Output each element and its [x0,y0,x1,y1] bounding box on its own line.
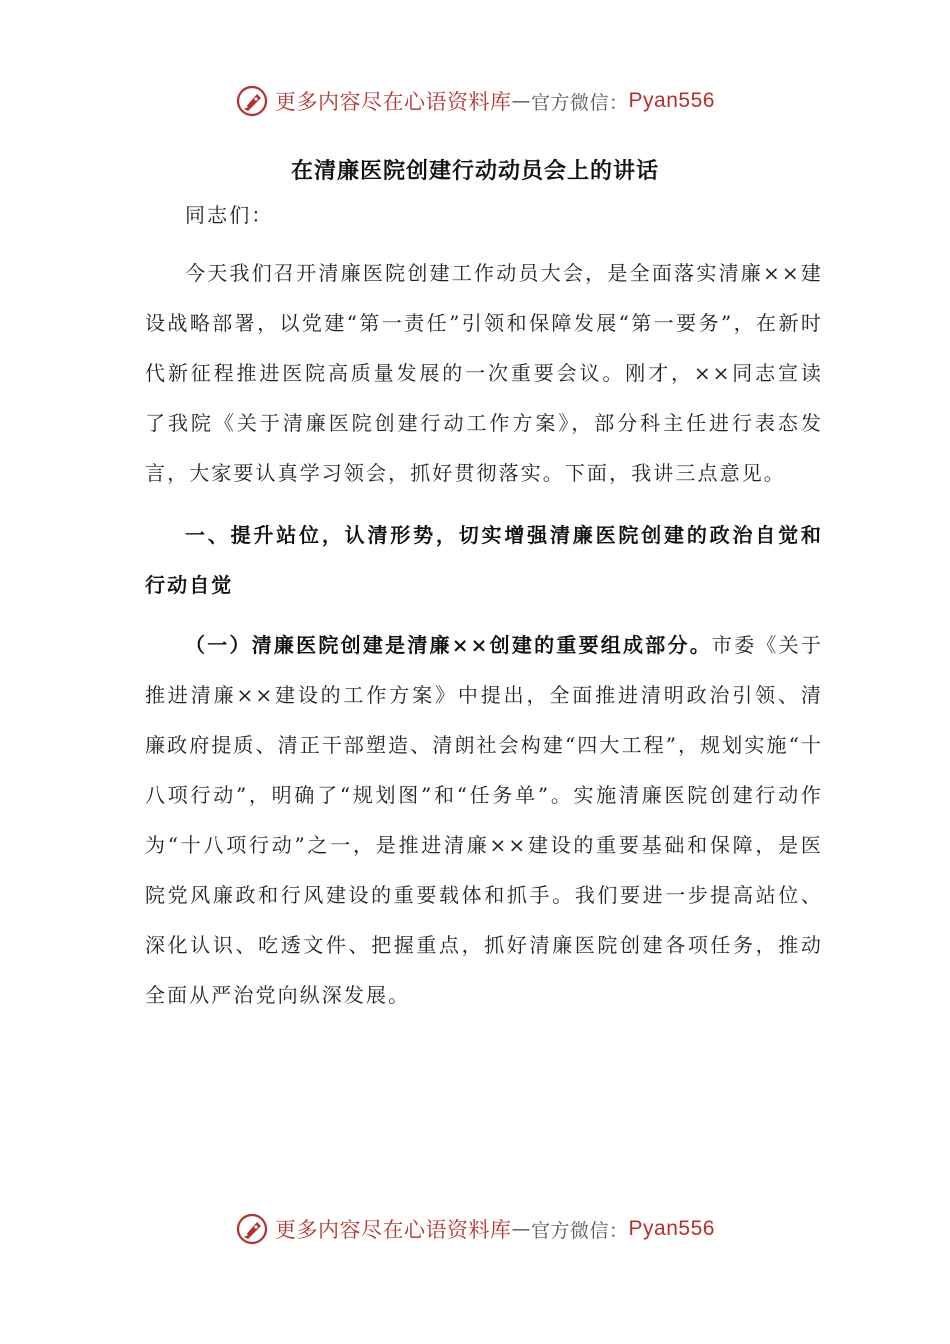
paragraph-section-1-1 [145,620,823,1020]
watermark-wechat-id: Pyan556 [628,1217,715,1240]
watermark-brand-text: 更多内容尽在心语资料库 [275,90,512,114]
watermark-footer [0,1212,950,1246]
paragraph-intro: 今天我们召开清廉医院创建工作动员大会，是全面落实清廉××建设战略部署，以党建“第一责任”引领和保障发展“第一要务”，在新时代新征程推进医院高质量发展的一次重要会议。刚才，××同志宣读了我院《关于清廉医院创建行动工作方案》，部分科主任进行表态发言，大家要认真学习领会，抓好贯彻落实。下面，我讲三点意见。 [145,261,823,485]
paragraph-lead: （一）清廉医院创建是清廉××创建的重要组成部分。 [185,633,712,657]
paragraph-body: 市委《关于推进清廉××建设的工作方案》中提出，全面推进清明政治引领、清廉政府提质、清正干部塑造、清朗社会构建“四大工程”，规划实施“十八项行动”，明确了“规划图”和“任务单”。实施清廉医院创建行动作为“十八项行动”之一，是推进清廉××建设的重要基础和保障，是医院党风廉政和行风建设的重要载体和抓手。我们要进一步提高站位、深化认识、吃透文件、把握重点，抓好清廉医院创建各项任务，推动全面从严治党向纵深发展。 [145,633,823,1007]
watermark-wechat-label: 官方微信： [531,1219,629,1242]
watermark-wechat-label: 官方微信： [531,91,629,114]
pen-nib-icon [235,1212,269,1246]
watermark-header [0,84,950,118]
watermark-wechat-id: Pyan556 [628,89,715,112]
watermark-brand-text: 更多内容尽在心语资料库 [275,1218,512,1242]
watermark-dash: — [511,1218,532,1240]
watermark-dash: — [511,90,532,112]
document-body [145,190,823,1020]
document-title: 在清廉医院创建行动动员会上的讲话 [290,158,659,184]
pen-nib-icon [235,84,269,118]
salutation: 同志们： [185,203,274,227]
section-heading-1: 一、提升站位，认清形势，切实增强清廉医院创建的政治自觉和行动自觉 [145,523,823,597]
